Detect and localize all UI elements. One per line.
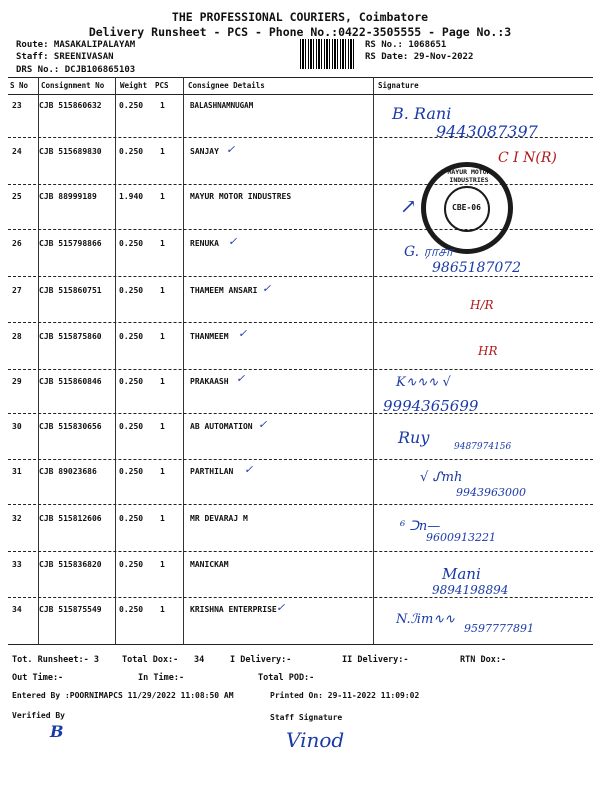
header-consignment: Consignment No xyxy=(41,81,105,90)
row-consignment: CJB 515860846 xyxy=(39,377,102,386)
ii-delivery: II Delivery:- xyxy=(342,655,409,665)
row-divider xyxy=(8,459,593,460)
row-sno: 29 xyxy=(12,377,22,386)
row-divider xyxy=(8,322,593,323)
rs-date: RS Date: 29-Nov-2022 xyxy=(365,52,474,62)
table-bottom-rule xyxy=(8,644,593,645)
row-consignee: MR DEVARAJ M xyxy=(190,514,248,523)
barcode xyxy=(300,39,356,69)
stamp-center: CBE-06 xyxy=(452,203,481,212)
signature-scribble: ↗ xyxy=(400,194,417,218)
row-weight: 0.250 xyxy=(119,332,144,341)
row-sno: 25 xyxy=(12,192,22,201)
col-divider xyxy=(38,77,39,644)
row-pcs: 1 xyxy=(160,192,165,201)
row-weight: 0.250 xyxy=(119,422,144,431)
signature-phone: 9487974156 xyxy=(454,442,512,452)
row-weight: 0.250 xyxy=(119,605,144,614)
row-consignee: PRAKAASH xyxy=(190,377,229,386)
staff-label: Staff: SREENIVASAN xyxy=(16,52,114,62)
row-divider xyxy=(8,413,593,414)
document-title: THE PROFESSIONAL COURIERS, Coimbatore xyxy=(171,10,429,24)
row-consignee: THANMEEM xyxy=(190,332,229,341)
col-divider xyxy=(373,77,374,644)
row-consignee: BALASHNAMNUGAM xyxy=(190,101,254,110)
row-consignee: SANJAY xyxy=(190,147,219,156)
row-pcs: 1 xyxy=(160,147,165,156)
row-weight: 0.250 xyxy=(119,286,144,295)
row-consignment: CJB 88999189 xyxy=(39,192,97,201)
row-weight: 0.250 xyxy=(119,147,144,156)
row-pcs: 1 xyxy=(160,239,165,248)
row-pcs: 1 xyxy=(160,377,165,386)
row-consignment: CJB 515812606 xyxy=(39,514,102,523)
row-consignee: PARTHILAN xyxy=(190,467,234,476)
rs-number: RS No.: 1068651 xyxy=(365,40,447,50)
signature-scribble: Ruy xyxy=(398,428,430,447)
signature-phone: 9600913221 xyxy=(426,531,496,544)
row-consignment: CJB 515860632 xyxy=(39,101,102,110)
stamp-text: MAYUR MOTOR INDUSTRIES xyxy=(447,168,491,184)
row-consignment: CJB 515836820 xyxy=(39,560,102,569)
staff-signature-label: Staff Signature xyxy=(270,713,343,722)
tick-mark: ✓ xyxy=(236,372,246,385)
verified-by-label: Verified By xyxy=(12,711,65,720)
row-consignee: THAMEEM ANSARI xyxy=(190,286,258,295)
table-header-rule xyxy=(8,94,593,95)
signature-phone: 9597777891 xyxy=(464,622,534,635)
col-divider xyxy=(183,77,184,644)
row-weight: 0.250 xyxy=(119,377,144,386)
row-divider xyxy=(8,551,593,552)
row-consignment: CJB 89023686 xyxy=(39,467,97,476)
row-sno: 23 xyxy=(12,101,22,110)
total-pod: Total POD:- xyxy=(258,673,315,683)
signature-name: B. Rani xyxy=(392,104,452,123)
row-consignment: CJB 515860751 xyxy=(39,286,102,295)
row-sno: 28 xyxy=(12,332,22,341)
row-pcs: 1 xyxy=(160,286,165,295)
delivery-note: HR xyxy=(478,344,498,358)
total-dox-value: 34 xyxy=(194,655,205,665)
row-divider xyxy=(8,369,593,370)
printed-on: Printed On: 29-11-2022 11:09:02 xyxy=(270,691,420,700)
row-pcs: 1 xyxy=(160,514,165,523)
row-weight: 0.250 xyxy=(119,239,144,248)
signature-phone: 9894198894 xyxy=(432,583,509,597)
row-weight: 0.250 xyxy=(119,101,144,110)
tick-mark: ✓ xyxy=(244,463,254,476)
delivery-note: C I N(R) xyxy=(498,150,557,166)
row-consignee: MAYUR MOTOR INDUSTRES xyxy=(190,192,292,201)
verified-initial: B xyxy=(50,722,64,741)
header-pcs: PCS xyxy=(155,81,169,90)
tick-mark: ✓ xyxy=(258,418,268,431)
row-divider xyxy=(8,276,593,277)
row-pcs: 1 xyxy=(160,467,165,476)
signature-name: Mani xyxy=(442,565,481,583)
row-weight: 1.940 xyxy=(119,192,144,201)
row-sno: 26 xyxy=(12,239,22,248)
row-consignment: CJB 515689830 xyxy=(39,147,102,156)
row-sno: 30 xyxy=(12,422,22,431)
total-dox-label: Total Dox:- xyxy=(122,655,179,665)
signature-phone: 9943963000 xyxy=(456,486,526,499)
total-runsheet: Tot. Runsheet:- 3 xyxy=(12,655,99,665)
row-weight: 0.250 xyxy=(119,560,144,569)
row-pcs: 1 xyxy=(160,560,165,569)
row-sno: 31 xyxy=(12,467,22,476)
table-top-rule xyxy=(8,77,593,78)
row-consignment: CJB 515875549 xyxy=(39,605,102,614)
signature-scribble: K∿∿∿ √ xyxy=(396,375,451,390)
signature-phone: 9994365699 xyxy=(383,397,479,415)
row-pcs: 1 xyxy=(160,422,165,431)
signature-phone: 9443087397 xyxy=(436,122,538,141)
col-divider xyxy=(115,77,116,644)
header-weight: Weight xyxy=(120,81,148,90)
row-pcs: 1 xyxy=(160,101,165,110)
tick-mark: ✓ xyxy=(262,282,272,295)
row-pcs: 1 xyxy=(160,605,165,614)
drs-number: DRS No.: DCJB106865103 xyxy=(16,65,136,75)
row-sno: 27 xyxy=(12,286,22,295)
header-signature: Signature xyxy=(378,81,419,90)
row-consignee: KRISHNA ENTERPRISE xyxy=(190,605,277,614)
row-consignment: CJB 515875860 xyxy=(39,332,102,341)
row-consignee: AB AUTOMATION xyxy=(190,422,253,431)
row-sno: 33 xyxy=(12,560,22,569)
document-subtitle: Delivery Runsheet - PCS - Phone No.:0422-3505555 - Page No.:3 xyxy=(88,25,512,39)
rtn-dox: RTN Dox:- xyxy=(460,655,507,665)
row-divider xyxy=(8,597,593,598)
signature-scribble: √ ᔑmh xyxy=(420,470,463,485)
staff-signature: Vinod xyxy=(286,728,345,752)
out-time: Out Time:- xyxy=(12,673,64,683)
header-consignee: Consignee Details xyxy=(188,81,265,90)
row-consignee: MANICKAM xyxy=(190,560,229,569)
row-sno: 32 xyxy=(12,514,22,523)
row-pcs: 1 xyxy=(160,332,165,341)
in-time: In Time:- xyxy=(138,673,185,683)
tick-mark: ✓ xyxy=(228,235,238,248)
row-sno: 24 xyxy=(12,147,22,156)
delivery-note: H/R xyxy=(470,298,494,312)
i-delivery: I Delivery:- xyxy=(230,655,292,665)
tick-mark: ✓ xyxy=(238,327,248,340)
signature-phone: 9865187072 xyxy=(432,260,522,276)
tick-mark: ✓ xyxy=(276,601,286,614)
entered-by: Entered By :POORNIMAPCS 11/29/2022 11:08:50 AM xyxy=(12,691,234,700)
route-label: Route: MASAKALIPALAYAM xyxy=(16,40,136,50)
signature-scribble: N.ℐim∿∿ xyxy=(396,612,456,627)
signature-name: G. ராசா xyxy=(404,244,454,260)
row-sno: 34 xyxy=(12,605,22,614)
header-sno: S No xyxy=(10,81,29,90)
row-weight: 0.250 xyxy=(119,467,144,476)
row-consignee: RENUKA xyxy=(190,239,219,248)
tick-mark: ✓ xyxy=(226,143,236,156)
row-consignment: CJB 515798866 xyxy=(39,239,102,248)
row-consignment: CJB 515830656 xyxy=(39,422,102,431)
row-divider xyxy=(8,504,593,505)
signature-scribble: ⁶ ᑐn— xyxy=(400,519,441,534)
row-weight: 0.250 xyxy=(119,514,144,523)
